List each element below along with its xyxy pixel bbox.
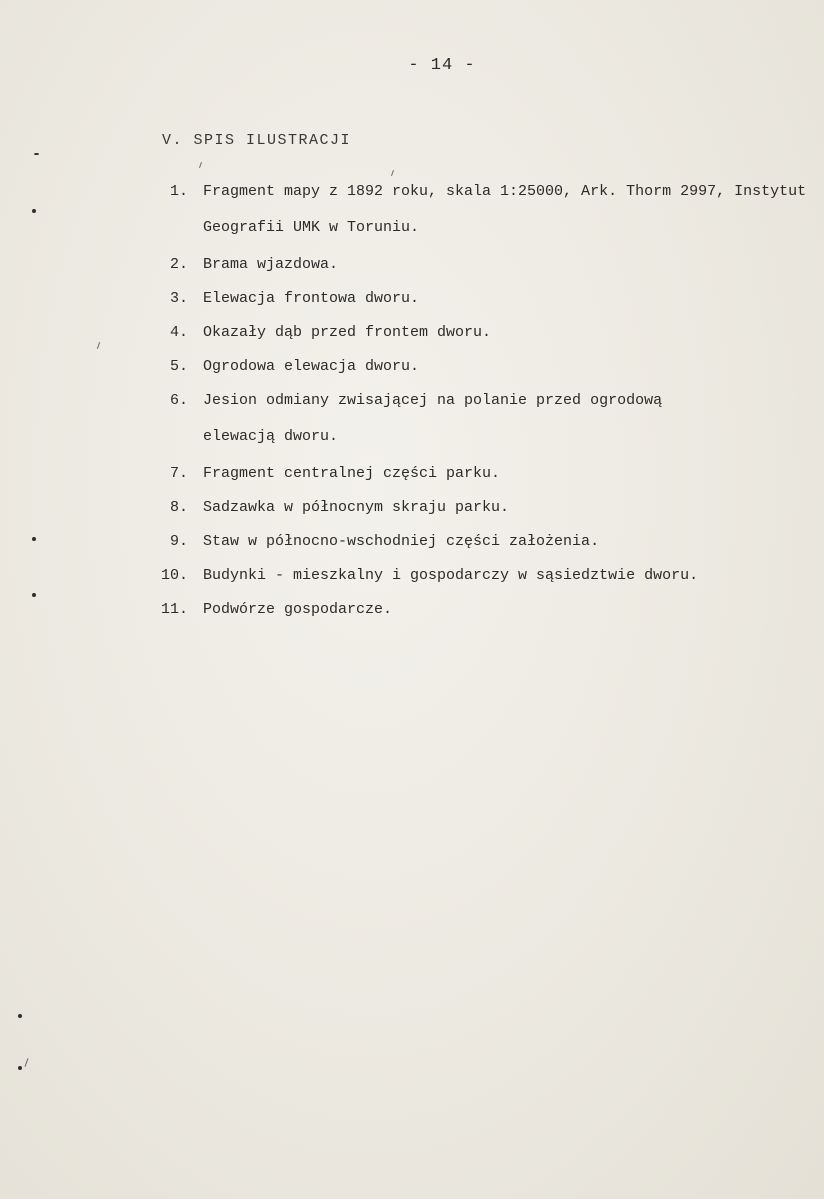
list-item <box>0 392 824 465</box>
scan-speck <box>18 1066 22 1070</box>
item-number: 1. <box>169 183 188 200</box>
scan-speck <box>18 1014 22 1018</box>
list-item <box>0 183 824 256</box>
item-number: 10. <box>160 567 188 584</box>
page-number: - 14 - <box>408 56 476 75</box>
item-text: Podwórze gospodarcze. <box>203 601 393 618</box>
item-number: 11. <box>160 601 188 618</box>
item-number: 2. <box>169 256 188 273</box>
list-item <box>0 601 824 635</box>
item-text: Brama wjazdowa. <box>203 256 339 273</box>
illustration-list <box>0 183 824 635</box>
item-number: 7. <box>169 465 188 482</box>
item-number: 3. <box>169 290 188 307</box>
item-number: 4. <box>169 324 188 341</box>
item-text: Jesion odmiany zwisającej na polanie przed ogrodową elewacją dworu. <box>203 392 663 445</box>
item-text: Budynki - mieszkalny i gospodarczy w sąsiedztwie dworu. <box>203 567 699 584</box>
scan-speck <box>32 209 36 213</box>
item-text: Ogrodowa elewacja dworu. <box>203 358 420 375</box>
item-number: 9. <box>169 533 188 550</box>
scan-speck <box>24 1058 28 1067</box>
item-number: 8. <box>169 499 188 516</box>
item-text: Fragment centralnej części parku. <box>203 465 501 482</box>
item-text: Okazały dąb przed frontem dworu. <box>203 324 492 341</box>
scan-speck <box>32 593 36 597</box>
scan-speck <box>34 153 39 155</box>
scan-speck <box>199 162 202 168</box>
item-text: Fragment mapy z 1892 roku, skala 1:25000, Ark. Thorm 2997, Instytut Geografii UMK w Toruniu. <box>203 183 807 236</box>
item-text: Elewacja frontowa dworu. <box>203 290 420 307</box>
section-heading: V. SPIS ILUSTRACJI <box>162 132 352 149</box>
item-number: 6. <box>169 392 188 409</box>
item-text: Sadzawka w północnym skraju parku. <box>203 499 510 516</box>
item-text: Staw w północno-wschodniej części założenia. <box>203 533 600 550</box>
item-number: 5. <box>169 358 188 375</box>
scan-speck <box>32 537 36 541</box>
